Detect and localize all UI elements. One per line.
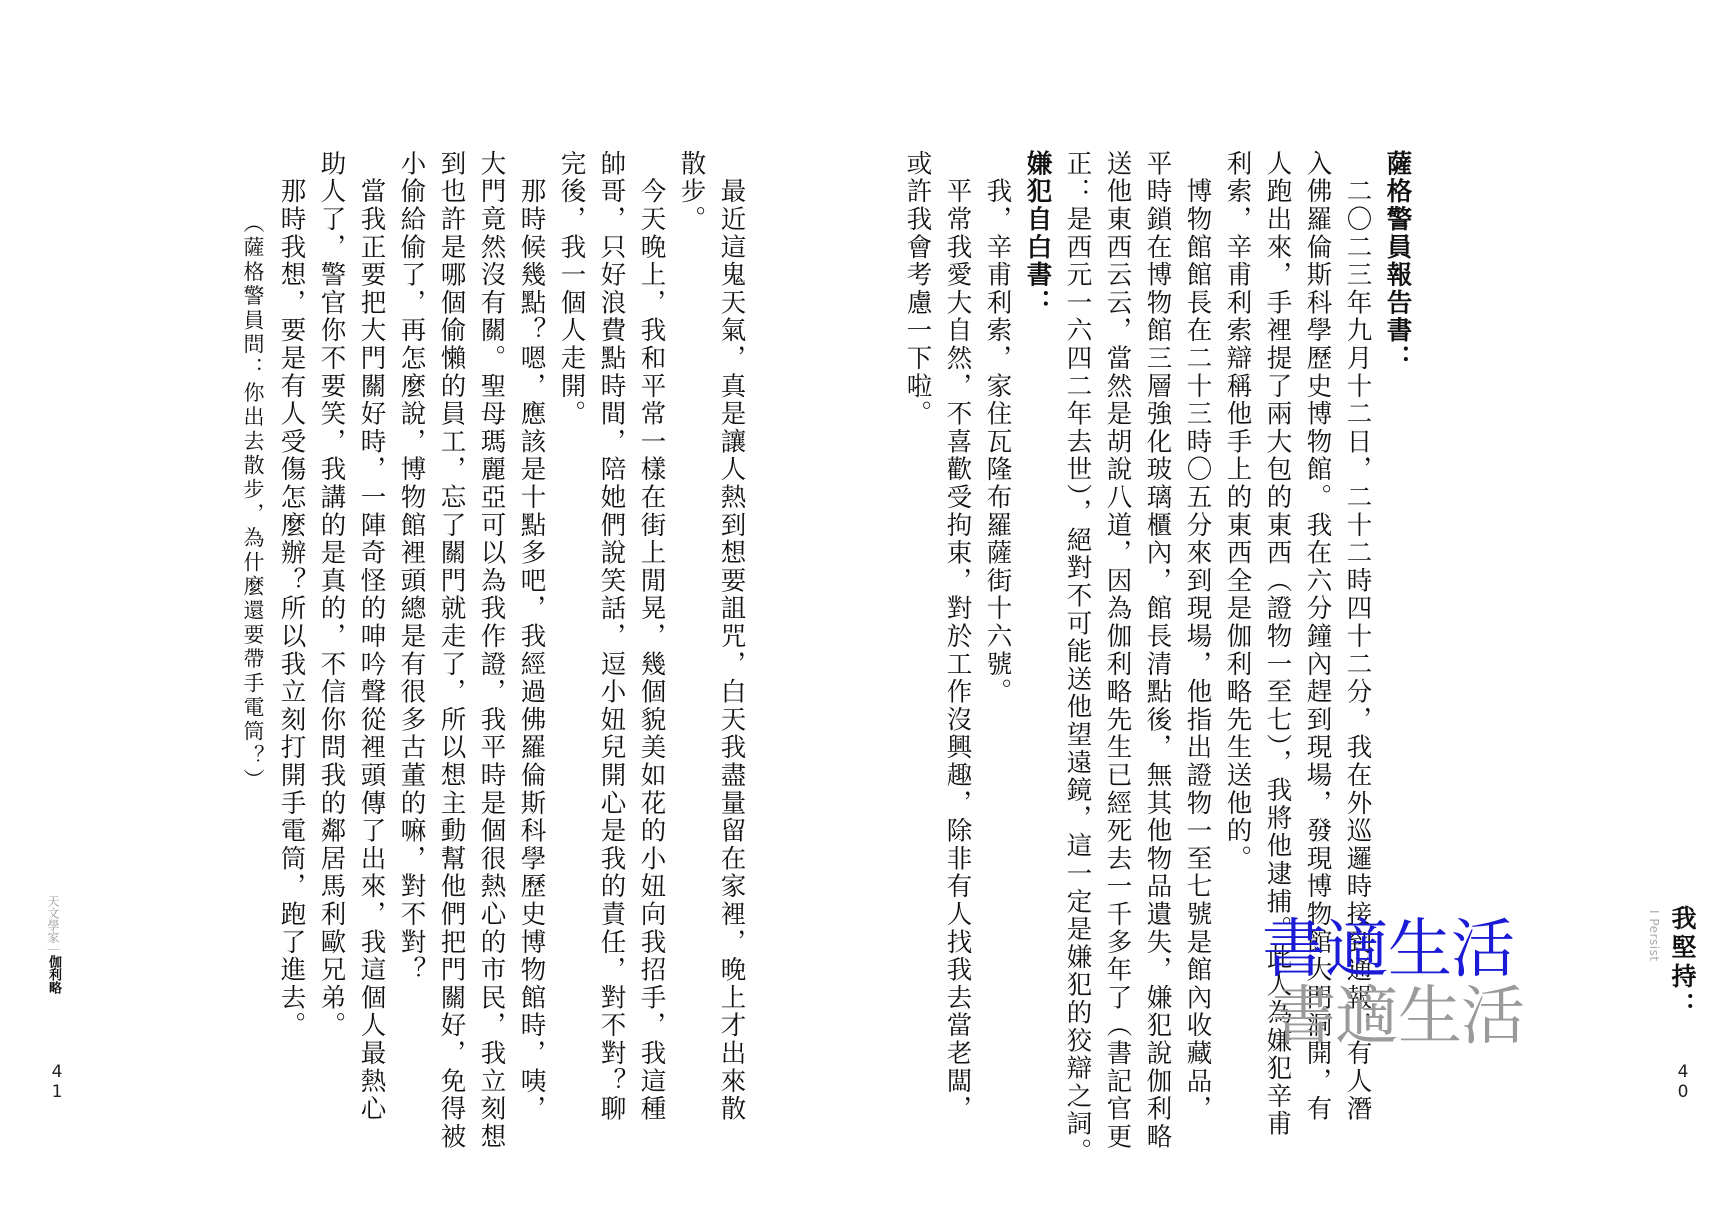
- page-number-left: 4 1: [51, 1062, 63, 1102]
- text-line: 最近這鬼天氣，真是讓人熱到想要詛咒，白天我盡量留在家裡，晚上才出來散: [716, 150, 747, 1123]
- text-line: 我，辛甫利索，家住瓦隆布羅薩街十六號。: [982, 150, 1013, 706]
- text-line: 散步。: [676, 150, 707, 234]
- chapter-header-subtitle: I Persist: [1647, 910, 1661, 962]
- text-line: 小偷給偷了，再怎麼說，博物館裡頭總是有很多古董的嘛，對不對？: [396, 150, 427, 984]
- confession-heading: 嫌犯自白書：: [1022, 150, 1053, 317]
- text-line: 平常我愛大自然，不喜歡受拘束，對於工作沒興趣，除非有人找我去當老闆，: [942, 150, 973, 1123]
- page-number-right: 4 0: [1677, 1062, 1689, 1102]
- text-line: 當我正要把大門關好時，一陣奇怪的呻吟聲從裡頭傳了出來，我這個人最熱心: [356, 150, 387, 1123]
- book-footer: [47, 895, 60, 994]
- text-line: 帥哥，只好浪費點時間，陪她們說笑話，逗小妞兒開心是我的責任，對不對？聊: [596, 150, 627, 1123]
- text-line: 博物館館長在二十三時〇五分來到現場，他指出證物一至七號是館內收藏品，: [1182, 150, 1213, 1123]
- watermark-gray: 書適生活: [1272, 980, 1524, 1054]
- text-line: 利索，辛甫利索辯稱他手上的東西全是伽利略先生送他的。: [1222, 150, 1253, 873]
- watermark-blue: 書適生活: [1262, 913, 1514, 987]
- text-line: 人跑出來，手裡提了兩大包的東西（證物一至七），我將他逮捕。此人為嫌犯辛甫: [1262, 150, 1293, 1139]
- footer-book-title: 伽利略: [46, 955, 61, 994]
- text-line: 大門竟然沒有關。聖母瑪麗亞可以為我作證，我平時是個很熱心的市民，我立刻想: [476, 150, 507, 1151]
- footer-separator: ｜: [46, 943, 60, 955]
- footer-series: 天文學家: [46, 895, 60, 943]
- text-line: 助人了，警官你不要笑，我講的是真的，不信你問我的鄰居馬利歐兄弟。: [316, 150, 347, 1040]
- report-heading: 薩格警員報告書：: [1382, 150, 1413, 373]
- text-line: 入佛羅倫斯科學歷史博物館。我在六分鐘內趕到現場，發現博物館大門洞開，有: [1302, 150, 1333, 1123]
- text-line: 到也許是哪個偷懶的員工，忘了關門就走了，所以想主動幫他們把門關好，免得被: [436, 150, 467, 1151]
- text-line: 完後，我一個人走開。: [556, 150, 587, 428]
- officer-question-note: （薩格警員問：你出去散步，為什麼還要帶手電筒？）: [241, 212, 265, 793]
- text-line: 二〇二三年九月十二日，二十二時四十二分，我在外巡邏時接到通報，有人潛: [1342, 150, 1373, 1123]
- text-line: 那時我想，要是有人受傷怎麼辦？所以我立刻打開手電筒，跑了進去。: [276, 150, 307, 1040]
- text-line: 送他東西云云，當然是胡說八道，因為伽利略先生已經死去一千多年了（書記官更: [1102, 150, 1133, 1151]
- text-line: 那時候幾點？嗯，應該是十點多吧，我經過佛羅倫斯科學歷史博物館時，咦，: [516, 150, 547, 1123]
- text-line: 今天晚上，我和平常一樣在街上閒晃，幾個貌美如花的小妞向我招手，我這種: [636, 150, 667, 1123]
- text-line: 或許我會考慮一下啦。: [902, 150, 933, 428]
- text-line: 平時鎖在博物館三層強化玻璃櫃內，館長清點後，無其他物品遺失，嫌犯說伽利略: [1142, 150, 1173, 1151]
- text-line: 正：是西元一六四二年去世），絕對不可能送他望遠鏡，這一定是嫌犯的狡辯之詞。: [1062, 150, 1093, 1166]
- chapter-header-title: 我堅持：: [1668, 905, 1697, 1021]
